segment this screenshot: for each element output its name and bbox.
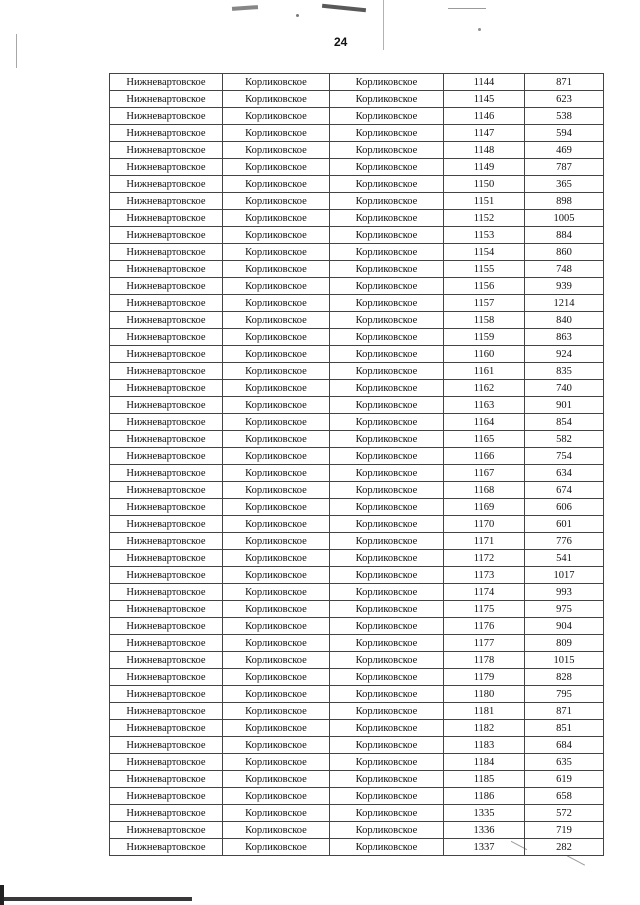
district-cell: Нижневартовское [110, 329, 223, 346]
forestry-cell: Корликовское [223, 74, 330, 91]
table-row [110, 227, 604, 244]
forestry-cell: Корликовское [223, 482, 330, 499]
district-cell: Нижневартовское [110, 210, 223, 227]
table-row [110, 278, 604, 295]
table-row [110, 380, 604, 397]
district-cell: Нижневартовское [110, 703, 223, 720]
area-cell: 658 [525, 788, 604, 805]
forestry-cell: Корликовское [223, 329, 330, 346]
area-cell: 840 [525, 312, 604, 329]
area-cell: 860 [525, 244, 604, 261]
area-cell: 1005 [525, 210, 604, 227]
area-cell: 619 [525, 771, 604, 788]
forestry-cell: Корликовское [223, 618, 330, 635]
subforestry-cell: Корликовское [330, 652, 444, 669]
district-cell: Нижневартовское [110, 635, 223, 652]
forestry-cell: Корликовское [223, 193, 330, 210]
forestry-cell: Корликовское [223, 652, 330, 669]
district-cell: Нижневартовское [110, 193, 223, 210]
table-row [110, 550, 604, 567]
district-cell: Нижневартовское [110, 108, 223, 125]
area-cell: 606 [525, 499, 604, 516]
forestry-cell: Корликовское [223, 397, 330, 414]
block-number-cell: 1164 [444, 414, 525, 431]
table-row [110, 482, 604, 499]
table-row [110, 652, 604, 669]
table-row [110, 720, 604, 737]
table-row [110, 771, 604, 788]
table-row [110, 839, 604, 856]
block-number-cell: 1169 [444, 499, 525, 516]
subforestry-cell: Корликовское [330, 482, 444, 499]
area-cell: 623 [525, 91, 604, 108]
subforestry-cell: Корликовское [330, 142, 444, 159]
table-row [110, 74, 604, 91]
subforestry-cell: Корликовское [330, 346, 444, 363]
block-number-cell: 1157 [444, 295, 525, 312]
district-cell: Нижневартовское [110, 516, 223, 533]
area-cell: 538 [525, 108, 604, 125]
subforestry-cell: Корликовское [330, 737, 444, 754]
subforestry-cell: Корликовское [330, 686, 444, 703]
district-cell: Нижневартовское [110, 312, 223, 329]
area-cell: 851 [525, 720, 604, 737]
block-number-cell: 1176 [444, 618, 525, 635]
block-number-cell: 1184 [444, 754, 525, 771]
district-cell: Нижневартовское [110, 278, 223, 295]
forestry-cell: Корликовское [223, 380, 330, 397]
forestry-cell: Корликовское [223, 108, 330, 125]
table-row [110, 465, 604, 482]
subforestry-cell: Корликовское [330, 669, 444, 686]
area-cell: 828 [525, 669, 604, 686]
subforestry-cell: Корликовское [330, 176, 444, 193]
area-cell: 684 [525, 737, 604, 754]
subforestry-cell: Корликовское [330, 754, 444, 771]
forestry-cell: Корликовское [223, 431, 330, 448]
block-number-cell: 1174 [444, 584, 525, 601]
district-cell: Нижневартовское [110, 465, 223, 482]
block-number-cell: 1150 [444, 176, 525, 193]
area-cell: 898 [525, 193, 604, 210]
forestry-cell: Корликовское [223, 159, 330, 176]
district-cell: Нижневартовское [110, 380, 223, 397]
block-number-cell: 1147 [444, 125, 525, 142]
area-cell: 282 [525, 839, 604, 856]
district-cell: Нижневартовское [110, 176, 223, 193]
area-cell: 809 [525, 635, 604, 652]
scan-edge-mark [4, 897, 192, 901]
block-number-cell: 1171 [444, 533, 525, 550]
forestry-cell: Корликовское [223, 227, 330, 244]
block-number-cell: 1154 [444, 244, 525, 261]
area-cell: 776 [525, 533, 604, 550]
table-row [110, 584, 604, 601]
subforestry-cell: Корликовское [330, 499, 444, 516]
subforestry-cell: Корликовское [330, 329, 444, 346]
district-cell: Нижневартовское [110, 839, 223, 856]
scan-speck [296, 14, 299, 17]
table-row [110, 533, 604, 550]
subforestry-cell: Корликовское [330, 822, 444, 839]
district-cell: Нижневартовское [110, 125, 223, 142]
block-number-cell: 1185 [444, 771, 525, 788]
block-number-cell: 1152 [444, 210, 525, 227]
table-row [110, 754, 604, 771]
subforestry-cell: Корликовское [330, 210, 444, 227]
table-row [110, 669, 604, 686]
table-row [110, 448, 604, 465]
table-row [110, 261, 604, 278]
forestry-cell: Корликовское [223, 839, 330, 856]
district-cell: Нижневартовское [110, 261, 223, 278]
forestry-cell: Корликовское [223, 533, 330, 550]
subforestry-cell: Корликовское [330, 516, 444, 533]
table-row [110, 788, 604, 805]
district-cell: Нижневартовское [110, 618, 223, 635]
area-cell: 871 [525, 74, 604, 91]
block-number-cell: 1337 [444, 839, 525, 856]
table-row [110, 91, 604, 108]
forestry-cell: Корликовское [223, 516, 330, 533]
district-cell: Нижневартовское [110, 91, 223, 108]
forestry-cell: Корликовское [223, 550, 330, 567]
district-cell: Нижневартовское [110, 669, 223, 686]
block-number-cell: 1335 [444, 805, 525, 822]
table-row [110, 805, 604, 822]
area-cell: 871 [525, 703, 604, 720]
forestry-cell: Корликовское [223, 754, 330, 771]
block-number-cell: 1175 [444, 601, 525, 618]
forestry-cell: Корликовское [223, 295, 330, 312]
block-number-cell: 1156 [444, 278, 525, 295]
district-cell: Нижневартовское [110, 754, 223, 771]
subforestry-cell: Корликовское [330, 533, 444, 550]
district-cell: Нижневартовское [110, 482, 223, 499]
forestry-cell: Корликовское [223, 686, 330, 703]
district-cell: Нижневартовское [110, 567, 223, 584]
scan-artifact [232, 5, 258, 11]
block-number-cell: 1173 [444, 567, 525, 584]
subforestry-cell: Корликовское [330, 448, 444, 465]
table-row [110, 312, 604, 329]
subforestry-cell: Корликовское [330, 465, 444, 482]
subforestry-cell: Корликовское [330, 295, 444, 312]
table-row [110, 686, 604, 703]
block-number-cell: 1155 [444, 261, 525, 278]
table-row [110, 142, 604, 159]
area-cell: 924 [525, 346, 604, 363]
forestry-cell: Корликовское [223, 720, 330, 737]
area-cell: 719 [525, 822, 604, 839]
table-row [110, 176, 604, 193]
subforestry-cell: Корликовское [330, 567, 444, 584]
block-number-cell: 1162 [444, 380, 525, 397]
table-row [110, 397, 604, 414]
table-row [110, 159, 604, 176]
page-number: 24 [334, 35, 348, 49]
table-body [110, 74, 604, 856]
forestry-cell: Корликовское [223, 635, 330, 652]
district-cell: Нижневартовское [110, 431, 223, 448]
block-number-cell: 1186 [444, 788, 525, 805]
block-number-cell: 1179 [444, 669, 525, 686]
table-row [110, 329, 604, 346]
area-cell: 748 [525, 261, 604, 278]
subforestry-cell: Корликовское [330, 618, 444, 635]
district-cell: Нижневартовское [110, 720, 223, 737]
scan-artifact [322, 4, 366, 13]
table-row [110, 414, 604, 431]
area-cell: 754 [525, 448, 604, 465]
block-number-cell: 1158 [444, 312, 525, 329]
district-cell: Нижневартовское [110, 346, 223, 363]
subforestry-cell: Корликовское [330, 227, 444, 244]
area-cell: 901 [525, 397, 604, 414]
district-cell: Нижневартовское [110, 737, 223, 754]
block-number-cell: 1153 [444, 227, 525, 244]
forestry-cell: Корликовское [223, 601, 330, 618]
subforestry-cell: Корликовское [330, 771, 444, 788]
forestry-cell: Корликовское [223, 312, 330, 329]
subforestry-cell: Корликовское [330, 278, 444, 295]
forestry-cell: Корликовское [223, 346, 330, 363]
subforestry-cell: Корликовское [330, 74, 444, 91]
scan-edge-mark [0, 885, 4, 905]
table-row [110, 822, 604, 839]
district-cell: Нижневартовское [110, 533, 223, 550]
block-number-cell: 1182 [444, 720, 525, 737]
district-cell: Нижневартовское [110, 601, 223, 618]
forestry-cell: Корликовское [223, 363, 330, 380]
district-cell: Нижневартовское [110, 788, 223, 805]
forestry-cell: Корликовское [223, 669, 330, 686]
table-row [110, 618, 604, 635]
forestry-cell: Корликовское [223, 584, 330, 601]
district-cell: Нижневартовское [110, 414, 223, 431]
block-number-cell: 1172 [444, 550, 525, 567]
forestry-cell: Корликовское [223, 805, 330, 822]
forestry-cell: Корликовское [223, 278, 330, 295]
area-cell: 1214 [525, 295, 604, 312]
block-number-cell: 1167 [444, 465, 525, 482]
area-cell: 740 [525, 380, 604, 397]
subforestry-cell: Корликовское [330, 91, 444, 108]
table-row [110, 601, 604, 618]
scan-speck [478, 28, 481, 31]
area-cell: 635 [525, 754, 604, 771]
subforestry-cell: Корликовское [330, 431, 444, 448]
area-cell: 582 [525, 431, 604, 448]
district-cell: Нижневартовское [110, 244, 223, 261]
area-cell: 1015 [525, 652, 604, 669]
subforestry-cell: Корликовское [330, 244, 444, 261]
block-number-cell: 1336 [444, 822, 525, 839]
subforestry-cell: Корликовское [330, 601, 444, 618]
district-cell: Нижневартовское [110, 805, 223, 822]
table-row [110, 125, 604, 142]
area-cell: 1017 [525, 567, 604, 584]
subforestry-cell: Корликовское [330, 839, 444, 856]
district-cell: Нижневартовское [110, 584, 223, 601]
block-number-cell: 1161 [444, 363, 525, 380]
district-cell: Нижневартовское [110, 227, 223, 244]
area-cell: 787 [525, 159, 604, 176]
subforestry-cell: Корликовское [330, 788, 444, 805]
block-number-cell: 1160 [444, 346, 525, 363]
district-cell: Нижневартовское [110, 448, 223, 465]
forestry-cell: Корликовское [223, 822, 330, 839]
area-cell: 674 [525, 482, 604, 499]
subforestry-cell: Корликовское [330, 720, 444, 737]
forestry-cell: Корликовское [223, 261, 330, 278]
subforestry-cell: Корликовское [330, 414, 444, 431]
area-cell: 365 [525, 176, 604, 193]
subforestry-cell: Корликовское [330, 261, 444, 278]
table-row [110, 499, 604, 516]
block-number-cell: 1163 [444, 397, 525, 414]
block-number-cell: 1165 [444, 431, 525, 448]
subforestry-cell: Корликовское [330, 380, 444, 397]
forestry-cell: Корликовское [223, 499, 330, 516]
area-cell: 634 [525, 465, 604, 482]
forestry-cell: Корликовское [223, 142, 330, 159]
area-cell: 884 [525, 227, 604, 244]
subforestry-cell: Корликовское [330, 159, 444, 176]
area-cell: 795 [525, 686, 604, 703]
table-row [110, 346, 604, 363]
forestry-cell: Корликовское [223, 244, 330, 261]
scan-artifact [567, 855, 585, 865]
block-number-cell: 1168 [444, 482, 525, 499]
area-cell: 594 [525, 125, 604, 142]
block-number-cell: 1149 [444, 159, 525, 176]
subforestry-cell: Корликовское [330, 550, 444, 567]
forestry-cell: Корликовское [223, 703, 330, 720]
forestry-cell: Корликовское [223, 414, 330, 431]
subforestry-cell: Корликовское [330, 635, 444, 652]
block-number-cell: 1183 [444, 737, 525, 754]
subforestry-cell: Корликовское [330, 312, 444, 329]
block-number-cell: 1177 [444, 635, 525, 652]
area-cell: 835 [525, 363, 604, 380]
table-row [110, 244, 604, 261]
block-number-cell: 1180 [444, 686, 525, 703]
forestry-cell: Корликовское [223, 210, 330, 227]
forestry-cell: Корликовское [223, 771, 330, 788]
table-row [110, 295, 604, 312]
scan-artifact [383, 0, 384, 50]
district-cell: Нижневартовское [110, 142, 223, 159]
subforestry-cell: Корликовское [330, 805, 444, 822]
district-cell: Нижневартовское [110, 652, 223, 669]
area-cell: 469 [525, 142, 604, 159]
subforestry-cell: Корликовское [330, 584, 444, 601]
district-cell: Нижневартовское [110, 397, 223, 414]
forestry-cell: Корликовское [223, 567, 330, 584]
forest-blocks-table [109, 73, 604, 856]
table-row [110, 567, 604, 584]
forestry-cell: Корликовское [223, 176, 330, 193]
subforestry-cell: Корликовское [330, 703, 444, 720]
subforestry-cell: Корликовское [330, 125, 444, 142]
area-cell: 541 [525, 550, 604, 567]
forestry-cell: Корликовское [223, 448, 330, 465]
scan-artifact [448, 8, 486, 9]
subforestry-cell: Корликовское [330, 108, 444, 125]
block-number-cell: 1145 [444, 91, 525, 108]
table-row [110, 703, 604, 720]
subforestry-cell: Корликовское [330, 397, 444, 414]
block-number-cell: 1181 [444, 703, 525, 720]
scan-artifact [16, 34, 17, 68]
area-cell: 939 [525, 278, 604, 295]
table-row [110, 363, 604, 380]
table-row [110, 737, 604, 754]
block-number-cell: 1170 [444, 516, 525, 533]
district-cell: Нижневартовское [110, 499, 223, 516]
table-row [110, 431, 604, 448]
district-cell: Нижневартовское [110, 295, 223, 312]
forestry-cell: Корликовское [223, 91, 330, 108]
table-row [110, 210, 604, 227]
area-cell: 904 [525, 618, 604, 635]
area-cell: 975 [525, 601, 604, 618]
subforestry-cell: Корликовское [330, 193, 444, 210]
block-number-cell: 1148 [444, 142, 525, 159]
district-cell: Нижневартовское [110, 771, 223, 788]
district-cell: Нижневартовское [110, 74, 223, 91]
table-row [110, 516, 604, 533]
area-cell: 572 [525, 805, 604, 822]
area-cell: 854 [525, 414, 604, 431]
block-number-cell: 1144 [444, 74, 525, 91]
district-cell: Нижневартовское [110, 822, 223, 839]
block-number-cell: 1159 [444, 329, 525, 346]
subforestry-cell: Корликовское [330, 363, 444, 380]
table-row [110, 193, 604, 210]
table-row [110, 108, 604, 125]
block-number-cell: 1146 [444, 108, 525, 125]
area-cell: 863 [525, 329, 604, 346]
block-number-cell: 1151 [444, 193, 525, 210]
forestry-cell: Корликовское [223, 465, 330, 482]
district-cell: Нижневартовское [110, 363, 223, 380]
area-cell: 993 [525, 584, 604, 601]
table-row [110, 635, 604, 652]
district-cell: Нижневартовское [110, 159, 223, 176]
forestry-cell: Корликовское [223, 788, 330, 805]
block-number-cell: 1166 [444, 448, 525, 465]
area-cell: 601 [525, 516, 604, 533]
district-cell: Нижневартовское [110, 550, 223, 567]
block-number-cell: 1178 [444, 652, 525, 669]
forestry-cell: Корликовское [223, 125, 330, 142]
forestry-cell: Корликовское [223, 737, 330, 754]
district-cell: Нижневартовское [110, 686, 223, 703]
